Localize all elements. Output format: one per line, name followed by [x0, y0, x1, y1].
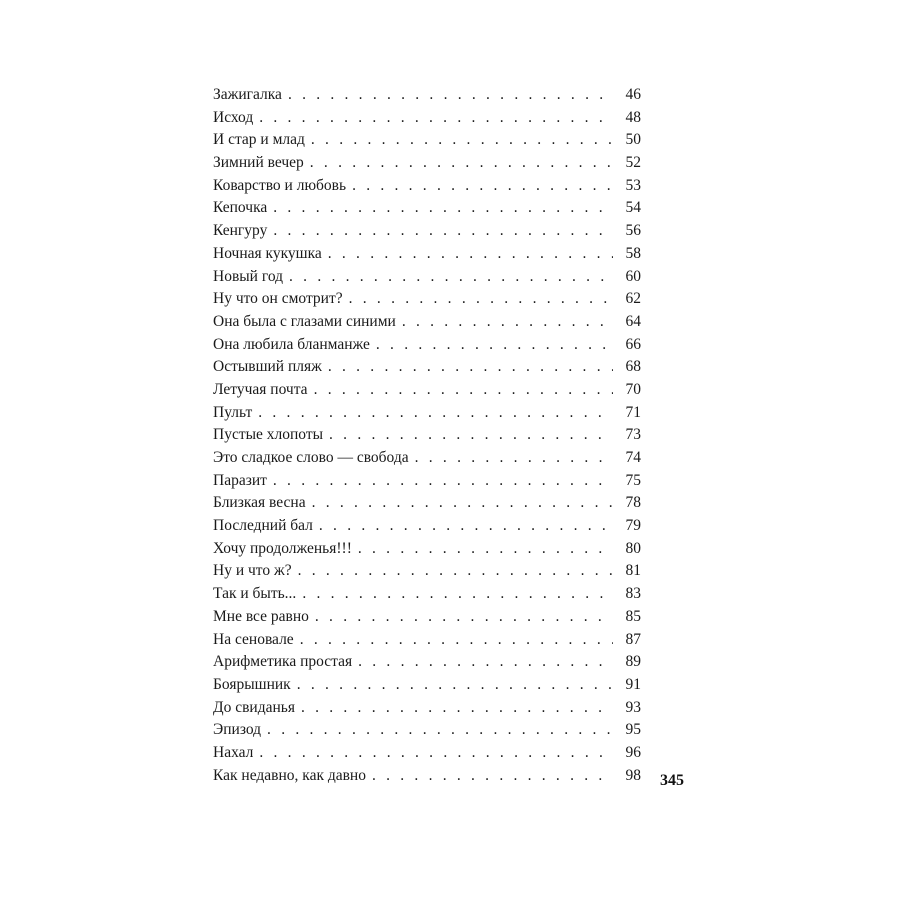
toc-entry-title: Боярышник [213, 674, 297, 697]
toc-entry [213, 197, 641, 220]
toc-entry-title: Она была с глазами синими [213, 311, 402, 334]
dot-leader [352, 175, 613, 198]
toc-entry-page: 62 [625, 290, 641, 308]
dot-leader [314, 379, 613, 402]
toc-entry [213, 674, 641, 697]
toc-entry [213, 583, 641, 606]
toc-entry-page: 79 [625, 517, 641, 535]
dot-leader [273, 220, 613, 243]
toc-entry-page: 58 [625, 244, 641, 262]
toc-entry-page: 73 [625, 426, 641, 444]
toc-entry [213, 697, 641, 720]
toc-entry [213, 311, 641, 334]
toc-entry-title: Это сладкое слово — свобода [213, 447, 415, 470]
toc-entry-title: Зажигалка [213, 84, 288, 107]
toc-entry-title: Ну и что ж? [213, 560, 298, 583]
dot-leader [310, 152, 613, 175]
toc-entry-title: Пульт [213, 402, 258, 425]
toc-entry-title: На сеновале [213, 629, 300, 652]
dot-leader [273, 197, 613, 220]
toc-entry [213, 629, 641, 652]
toc-entry-page: 80 [625, 539, 641, 557]
toc-entry [213, 447, 641, 470]
dot-leader [300, 629, 613, 652]
toc-entry-title: Как недавно, как давно [213, 765, 372, 788]
dot-leader [372, 765, 613, 788]
toc-entry-page: 83 [625, 585, 641, 603]
toc-entry [213, 356, 641, 379]
dot-leader [358, 651, 613, 674]
toc-entry-page: 66 [625, 335, 641, 353]
dot-leader [259, 107, 613, 130]
toc-entry-title: Арифметика простая [213, 651, 358, 674]
toc-entry-page: 91 [625, 675, 641, 693]
dot-leader [328, 243, 613, 266]
toc-entry-page: 60 [625, 267, 641, 285]
toc-entry-title: Новый год [213, 266, 289, 289]
toc-entry [213, 243, 641, 266]
dot-leader [329, 424, 613, 447]
toc-entry-page: 64 [625, 312, 641, 330]
toc-entry [213, 470, 641, 493]
toc-entry-title: Исход [213, 107, 259, 130]
toc-entry [213, 379, 641, 402]
toc-entry-title: Ну что он смотрит? [213, 288, 349, 311]
toc-entry [213, 334, 641, 357]
toc-entry-title: Близкая весна [213, 492, 312, 515]
dot-leader [315, 606, 613, 629]
toc-entry-page: 70 [625, 380, 641, 398]
toc-entry-title: Зимний вечер [213, 152, 310, 175]
toc-entry-title: Хочу продолженья!!! [213, 538, 358, 561]
dot-leader [297, 674, 613, 697]
toc-entry-page: 53 [625, 176, 641, 194]
toc-entry [213, 719, 641, 742]
toc-entry-page: 54 [625, 199, 641, 217]
toc-entry-page: 52 [625, 154, 641, 172]
toc-entry-page: 81 [625, 562, 641, 580]
toc-entry-title: Кепочка [213, 197, 273, 220]
dot-leader [328, 356, 613, 379]
toc-entry [213, 606, 641, 629]
dot-leader [358, 538, 613, 561]
dot-leader [288, 84, 613, 107]
toc-entry-title: Эпизод [213, 719, 267, 742]
toc-entry [213, 560, 641, 583]
toc-entry [213, 175, 641, 198]
dot-leader [289, 266, 613, 289]
dot-leader [402, 311, 613, 334]
dot-leader [319, 515, 613, 538]
toc-entry-page: 95 [625, 721, 641, 739]
dot-leader [311, 129, 613, 152]
toc-entry-page: 98 [625, 766, 641, 784]
page-number: 345 [660, 772, 684, 789]
toc-entry-title: Летучая почта [213, 379, 314, 402]
toc-entry-title: Нахал [213, 742, 259, 765]
toc-entry-page: 56 [625, 222, 641, 240]
toc-entry [213, 742, 641, 765]
toc-entry [213, 152, 641, 175]
toc-entry-page: 96 [625, 743, 641, 761]
toc-entry-page: 71 [625, 403, 641, 421]
dot-leader [258, 402, 613, 425]
toc-entry-title: Ночная кукушка [213, 243, 328, 266]
toc-entry [213, 538, 641, 561]
dot-leader [298, 560, 613, 583]
dot-leader [267, 719, 613, 742]
table-of-contents [213, 84, 641, 787]
toc-entry-page: 68 [625, 358, 641, 376]
toc-entry-title: Так и быть... [213, 583, 302, 606]
toc-entry-page: 46 [625, 86, 641, 103]
toc-entry-page: 75 [625, 471, 641, 489]
dot-leader [259, 742, 613, 765]
dot-leader [301, 697, 613, 720]
toc-entry-title: Последний бал [213, 515, 319, 538]
toc-entry [213, 492, 641, 515]
toc-entry-page: 87 [625, 630, 641, 648]
dot-leader [273, 470, 613, 493]
toc-entry-title: Мне все равно [213, 606, 315, 629]
toc-entry [213, 424, 641, 447]
toc-entry [213, 402, 641, 425]
toc-entry [213, 107, 641, 130]
dot-leader [376, 334, 613, 357]
toc-entry [213, 765, 641, 788]
toc-entry-title: Паразит [213, 470, 273, 493]
toc-entry-page: 78 [625, 494, 641, 512]
toc-entry-title: Коварство и любовь [213, 175, 352, 198]
toc-entry-page: 74 [625, 449, 641, 466]
toc-entry-title: Пустые хлопоты [213, 424, 329, 447]
toc-entry [213, 651, 641, 674]
toc-entry [213, 129, 641, 152]
dot-leader [302, 583, 613, 606]
toc-entry [213, 220, 641, 243]
toc-entry-title: До свиданья [213, 697, 301, 720]
toc-entry-page: 85 [625, 607, 641, 625]
toc-entry [213, 288, 641, 311]
dot-leader [312, 492, 613, 515]
dot-leader [415, 447, 613, 470]
toc-entry-title: Она любила бланманже [213, 334, 376, 357]
toc-entry [213, 515, 641, 538]
toc-entry [213, 84, 641, 107]
toc-entry-title: Остывший пляж [213, 356, 328, 379]
toc-entry-page: 48 [625, 108, 641, 126]
toc-entry-page: 50 [625, 131, 641, 149]
toc-entry [213, 266, 641, 289]
toc-entry-page: 93 [625, 698, 641, 716]
toc-entry-title: И стар и млад [213, 129, 311, 152]
toc-entry-page: 89 [625, 653, 641, 671]
toc-entry-title: Кенгуру [213, 220, 273, 243]
dot-leader [349, 288, 613, 311]
